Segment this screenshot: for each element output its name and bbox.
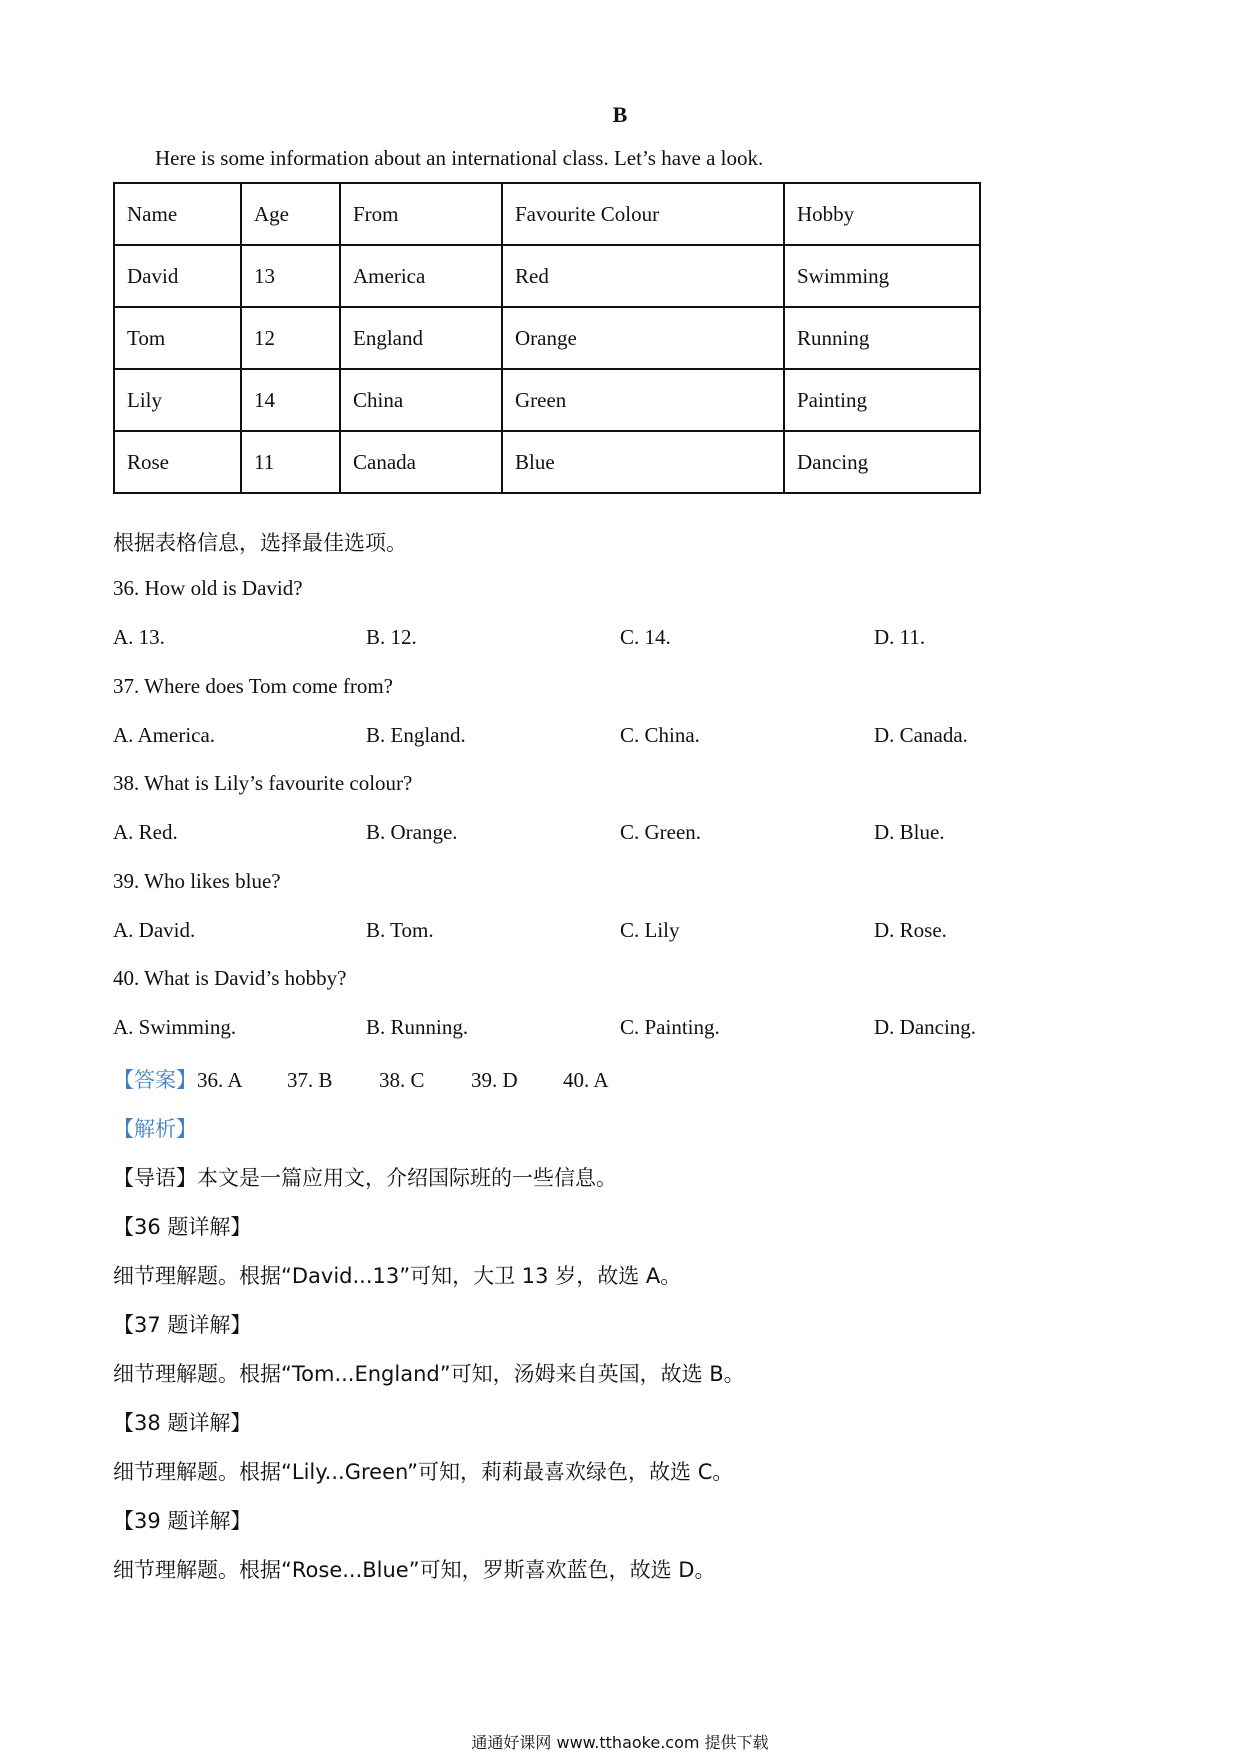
answer-item: 37. B [287,1068,333,1092]
table-header-row [114,183,980,245]
table-cell: Canada [340,431,502,493]
option-39-b: B. Tom. [366,918,434,942]
table-row [114,245,980,307]
answer-item: 40. A [563,1068,609,1092]
option-40-a: A. Swimming. [113,1015,237,1039]
option-37-a: A. America. [113,723,216,747]
table-cell: Running [784,307,980,369]
option-36-a: A. 13. [113,625,165,649]
table-cell: Green [502,369,784,431]
table-header-cell: Name [114,183,241,245]
detail-title-39: 【39 题详解】 [113,1509,252,1533]
option-39-c: C. Lily [620,918,680,942]
option-40-b: B. Running. [366,1015,469,1039]
detail-text-39: 细节理解题。根据“Rose...Blue”可知，罗斯喜欢蓝色，故选 D。 [113,1558,716,1582]
option-36-b: B. 12. [366,625,417,649]
option-36-d: D. 11. [874,625,926,649]
table-cell: 13 [241,245,340,307]
table-cell: 11 [241,431,340,493]
instruction-text: 根据表格信息，选择最佳选项。 [113,531,407,555]
table-cell: Painting [784,369,980,431]
answer-line [113,1064,609,1094]
detail-text-36: 细节理解题。根据“David...13”可知，大卫 13 岁，故选 A。 [113,1264,682,1288]
question-39: 39. Who likes blue? [113,869,281,893]
table-cell: Swimming [784,245,980,307]
option-38-d: D. Blue. [874,820,945,844]
option-38-c: C. Green. [620,820,702,844]
detail-text-38: 细节理解题。根据“Lily...Green”可知，莉莉最喜欢绿色，故选 C。 [113,1460,734,1484]
table-header-cell: Age [241,183,340,245]
answer-label: 【答案】 [113,1068,197,1092]
table-row [114,307,980,369]
option-39-a: A. David. [113,918,196,942]
table-cell: Rose [114,431,241,493]
table-cell: David [114,245,241,307]
answer-item: 38. C [379,1068,425,1092]
intro-text: Here is some information about an international class. Let’s have a look. [155,146,764,170]
table-header-cell: From [340,183,502,245]
analysis-label: 【解析】 [113,1117,197,1141]
question-40: 40. What is David’s hobby? [113,966,347,990]
table-cell: England [340,307,502,369]
option-36-c: C. 14. [620,625,671,649]
table-header-cell: Hobby [784,183,980,245]
detail-text-37: 细节理解题。根据“Tom...England”可知，汤姆来自英国，故选 B。 [113,1362,745,1386]
answer-item: 39. D [471,1068,518,1092]
option-38-a: A. Red. [113,820,178,844]
table-header-cell: Favourite Colour [502,183,784,245]
table-cell: Dancing [784,431,980,493]
table-cell: China [340,369,502,431]
detail-title-38: 【38 题详解】 [113,1411,252,1435]
guide-text: 【导语】本文是一篇应用文，介绍国际班的一些信息。 [113,1166,617,1190]
option-38-b: B. Orange. [366,820,458,844]
table-cell: Tom [114,307,241,369]
detail-title-36: 【36 题详解】 [113,1215,252,1239]
option-39-d: D. Rose. [874,918,947,942]
question-38: 38. What is Lily’s favourite colour? [113,771,413,795]
answer-item: 36. A [197,1068,243,1092]
option-37-c: C. China. [620,723,700,747]
info-table [113,182,981,494]
detail-title-37: 【37 题详解】 [113,1313,252,1337]
table-cell: America [340,245,502,307]
page-footer: 通通好课网 www.tthaoke.com 提供下载 [471,1733,769,1752]
table-row [114,369,980,431]
table-row [114,431,980,493]
table-cell: 12 [241,307,340,369]
table-cell: Red [502,245,784,307]
question-36: 36. How old is David? [113,576,303,600]
section-label: B [612,102,628,127]
option-40-d: D. Dancing. [874,1015,977,1039]
option-37-b: B. England. [366,723,466,747]
option-37-d: D. Canada. [874,723,968,747]
table-cell: Orange [502,307,784,369]
table-cell: 14 [241,369,340,431]
table-cell: Blue [502,431,784,493]
table-cell: Lily [114,369,241,431]
question-37: 37. Where does Tom come from? [113,674,394,698]
option-40-c: C. Painting. [620,1015,720,1039]
